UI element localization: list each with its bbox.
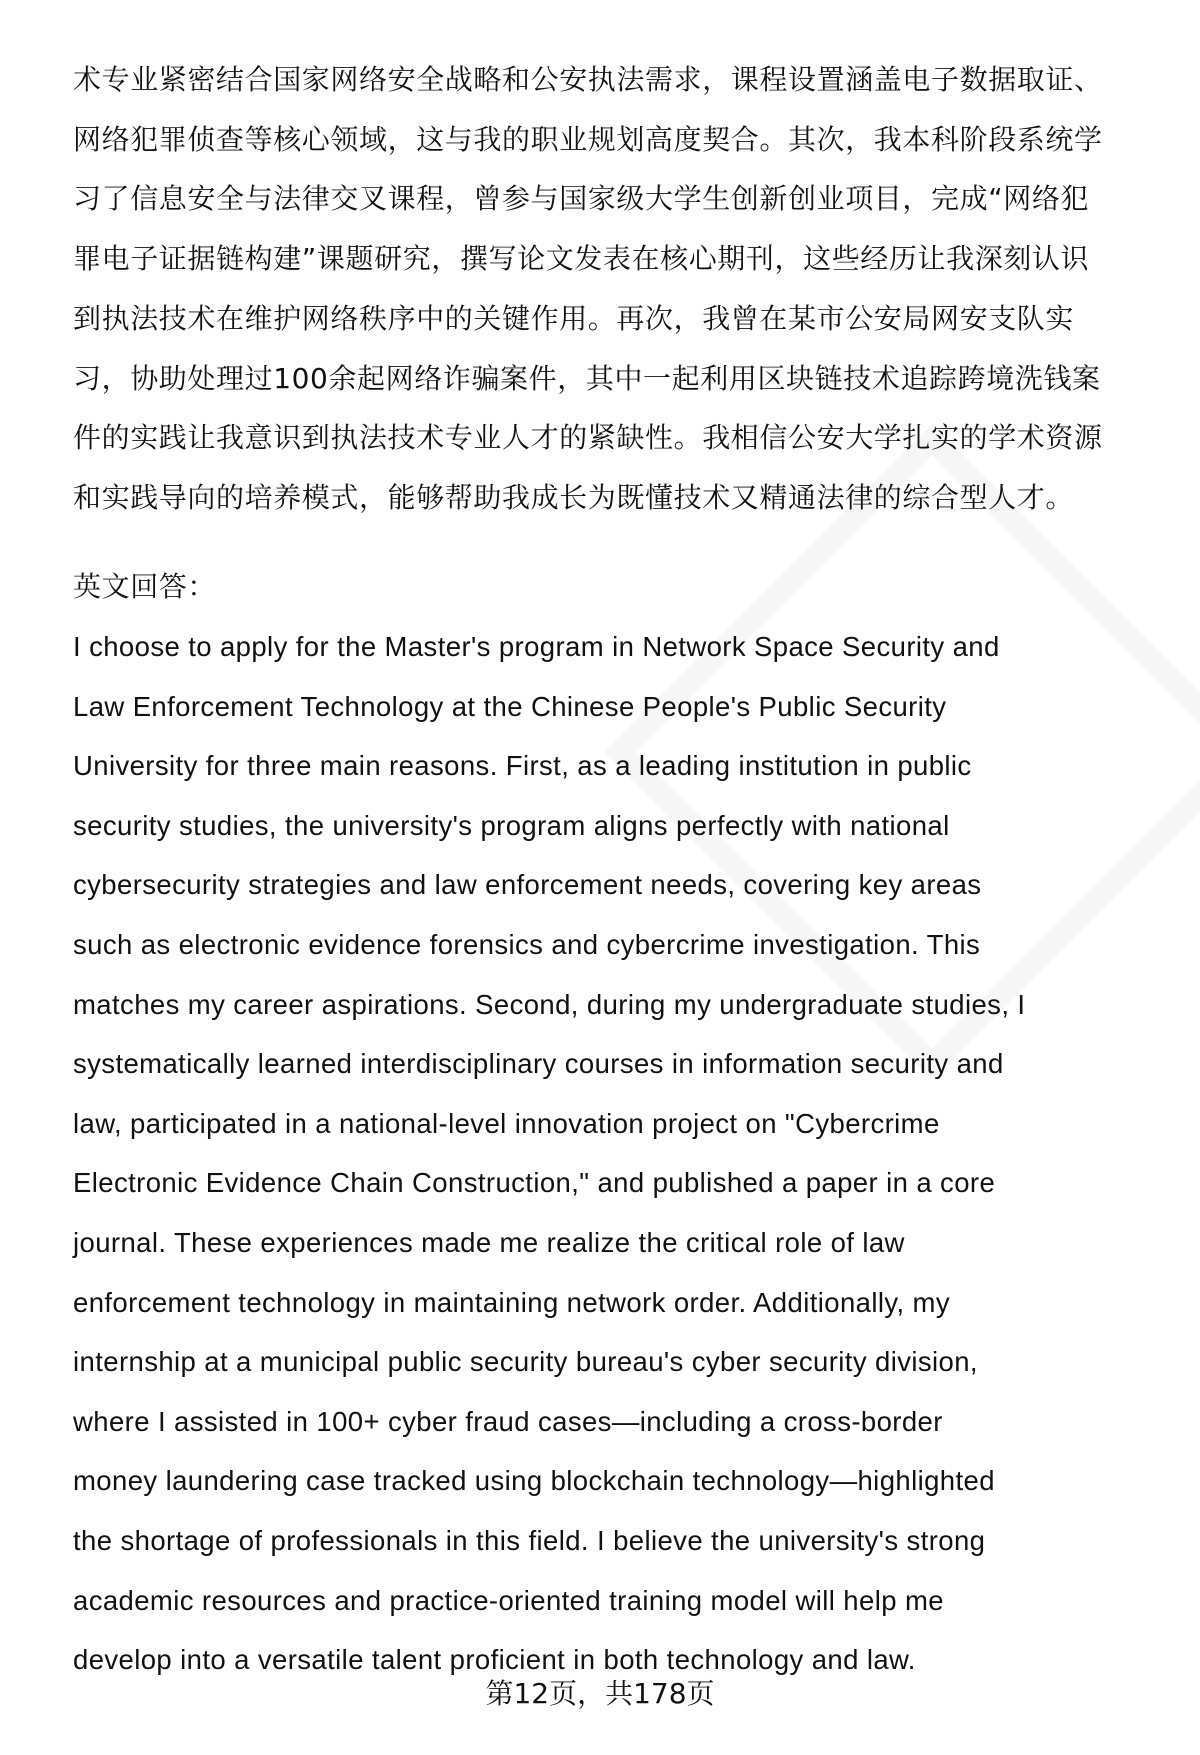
text-line: University for three main reasons. First, as a leading institution in public <box>73 750 972 782</box>
text-line: 术专业紧密结合国家网络安全战略和公安执法需求，课程设置涵盖电子数据取证、 <box>73 63 1103 96</box>
text-line: law, participated in a national-level innovation project on "Cybercrime <box>73 1107 940 1139</box>
text-line: 网络犯罪侦查等核心领域，这与我的职业规划高度契合。其次，我本科阶段系统学 <box>73 122 1103 156</box>
text-line: 和实践导向的培养模式，能够帮助我成长为既懂技术又精通法律的综合型人才。 <box>73 480 1075 514</box>
text-line: security studies, the university's program aligns perfectly with national <box>73 809 950 841</box>
text-line: Law Enforcement Technology at the Chinese People's Public Security <box>73 690 947 722</box>
text-line: where I assisted in 100+ cyber fraud cases—including a cross-border <box>73 1405 943 1437</box>
text-line: I choose to apply for the Master's program in Network Space Security and <box>73 631 1000 662</box>
text-line: Electronic Evidence Chain Construction," and published a paper in a core <box>73 1167 996 1199</box>
text-line: systematically learned interdisciplinary courses in information security and <box>73 1048 1004 1080</box>
text-line: 罪电子证据链构建”课题研究，撰写论文发表在核心期刊，这些经历让我深刻认识 <box>73 242 1090 276</box>
english-answer-heading: 英文回答： <box>73 570 217 603</box>
text-line: develop into a versatile talent proficient in both technology and law. <box>73 1644 916 1676</box>
text-line: internship at a municipal public security bureau's cyber security division, <box>73 1346 978 1378</box>
text-line: such as electronic evidence forensics and cybercrime investigation. This <box>73 929 981 960</box>
text-line: academic resources and practice-oriented training model will help me <box>73 1584 944 1616</box>
text-line: the shortage of professionals in this field. I believe the university's strong <box>73 1525 986 1556</box>
page-number-footer: 第12页，共178页 <box>485 1677 715 1710</box>
text-line: matches my career aspirations. Second, during my undergraduate studies, I <box>73 988 1026 1020</box>
text-line: journal. These experiences made me realize the critical role of law <box>73 1227 905 1258</box>
text-line: cybersecurity strategies and law enforcement needs, covering key areas <box>73 869 982 901</box>
text-line: 习了信息安全与法律交叉课程，曾参与国家级大学生创新创业项目，完成“网络犯 <box>73 182 1090 216</box>
text-line: 件的实践让我意识到执法技术专业人才的紧缺性。我相信公安大学扎实的学术资源 <box>73 421 1103 455</box>
text-line: enforcement technology in maintaining network order. Additionally, my <box>73 1286 950 1318</box>
text-line: 习，协助处理过100余起网络诈骗案件，其中一起利用区块链技术追踪跨境洗钱案 <box>73 361 1101 395</box>
text-line: money laundering case tracked using blockchain technology—highlighted <box>73 1465 995 1497</box>
text-line: 到执法技术在维护网络秩序中的关键作用。再次，我曾在某市公安局网安支队实 <box>73 301 1075 335</box>
